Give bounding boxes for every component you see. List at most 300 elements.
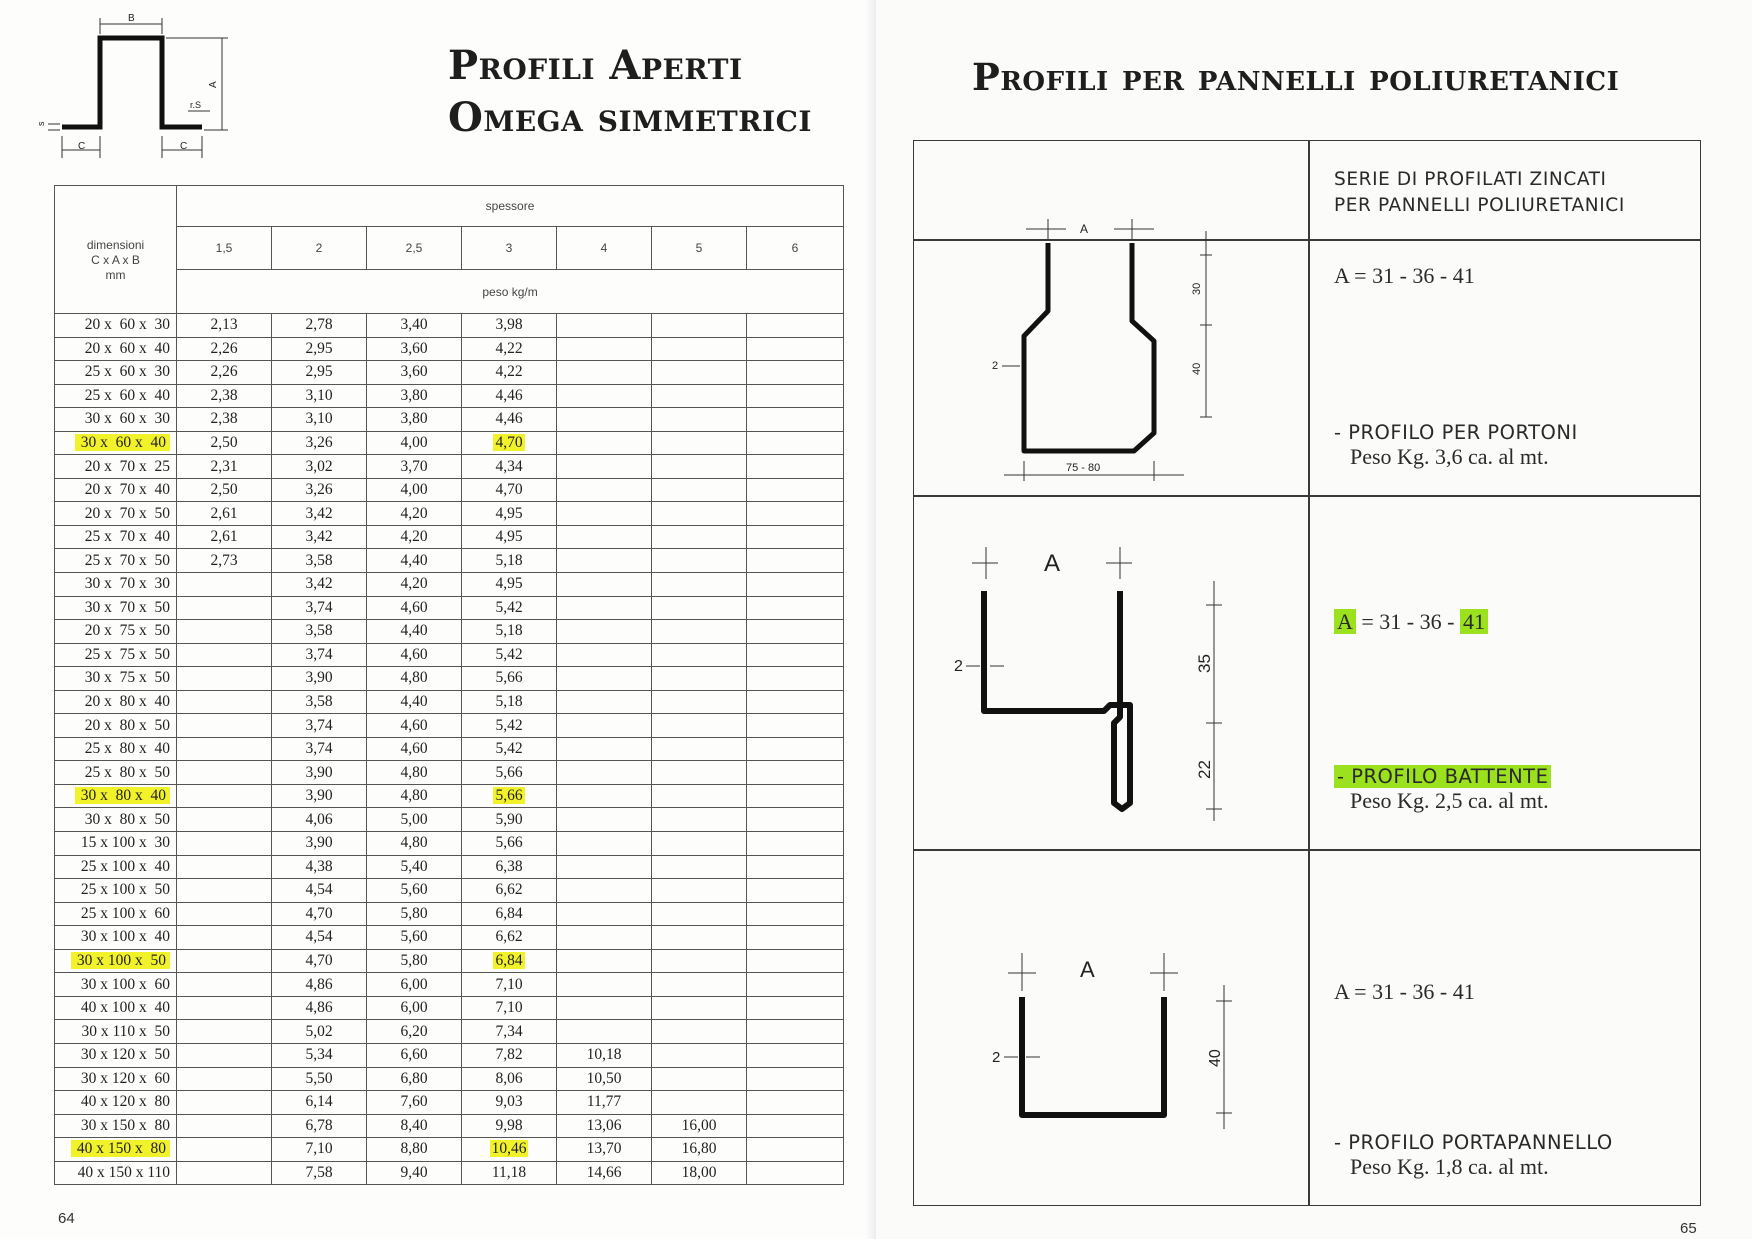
weight-cell bbox=[272, 431, 367, 455]
dimension-cell bbox=[55, 478, 177, 502]
weight-value: 6,00 bbox=[400, 975, 428, 993]
weight-value: 2,31 bbox=[210, 457, 238, 475]
weight-value: 11,77 bbox=[586, 1093, 622, 1111]
weight-cell bbox=[747, 667, 844, 691]
omega-profile-diagram bbox=[38, 8, 278, 168]
dimension-cell bbox=[55, 573, 177, 597]
weight-value: 5,80 bbox=[400, 952, 428, 970]
weight-value: 3,02 bbox=[305, 457, 333, 475]
weight-cell bbox=[652, 784, 747, 808]
table-row bbox=[55, 667, 844, 691]
weight-cell bbox=[557, 926, 652, 950]
table-row bbox=[55, 361, 844, 385]
table-row bbox=[55, 478, 844, 502]
dimension-value: 25 x 80 x 40 bbox=[84, 740, 170, 758]
weight-value: 13,06 bbox=[586, 1116, 622, 1134]
dimension-value: 30 x 70 x 30 bbox=[84, 575, 170, 593]
weight-value: 3,42 bbox=[305, 575, 333, 593]
dimension-value: 30 x 100 x 40 bbox=[80, 928, 170, 946]
dimension-value: 40 x 150 x 80 bbox=[71, 1140, 170, 1157]
weight-value: 4,40 bbox=[400, 693, 428, 711]
weight-cell bbox=[177, 1020, 272, 1044]
weight-value: 7,34 bbox=[495, 1022, 523, 1040]
weight-cell bbox=[367, 667, 462, 691]
dimension-value: 30 x 80 x 40 bbox=[75, 787, 170, 804]
dimension-value: 30 x 100 x 60 bbox=[80, 975, 170, 993]
weight-value: 4,38 bbox=[305, 857, 333, 875]
dimension-value: 40 x 150 x 110 bbox=[77, 1163, 170, 1181]
weight-value: 3,60 bbox=[400, 363, 428, 381]
weight-value: 10,50 bbox=[586, 1069, 622, 1087]
weight-value: 6,00 bbox=[400, 999, 428, 1017]
weight-cell bbox=[272, 949, 367, 973]
weight-value: 2,50 bbox=[210, 434, 238, 451]
weight-value: 3,60 bbox=[400, 339, 428, 357]
dimension-cell bbox=[55, 761, 177, 785]
weight-cell bbox=[652, 643, 747, 667]
dimension-cell bbox=[55, 949, 177, 973]
table-row bbox=[55, 549, 844, 573]
weight-cell bbox=[557, 737, 652, 761]
weight-value: 5,60 bbox=[400, 928, 428, 946]
weight-cell bbox=[367, 596, 462, 620]
profile-portoni-a-values bbox=[1334, 263, 1475, 289]
dimension-cell bbox=[55, 643, 177, 667]
weight-value: 4,46 bbox=[495, 410, 523, 428]
weight-cell bbox=[747, 620, 844, 644]
weight-cell bbox=[462, 949, 557, 973]
weight-value: 4,20 bbox=[400, 575, 428, 593]
weight-cell bbox=[557, 690, 652, 714]
weight-value: 4,80 bbox=[400, 669, 428, 687]
weight-cell bbox=[462, 408, 557, 432]
profile-battente-name: - PROFILO BATTENTE bbox=[1334, 765, 1551, 788]
dim-c-left-label: C bbox=[78, 141, 86, 152]
weight-cell bbox=[177, 596, 272, 620]
weight-cell bbox=[367, 1114, 462, 1138]
weight-cell bbox=[367, 855, 462, 879]
weight-cell bbox=[177, 926, 272, 950]
a-values: 31 - 36 - 41 bbox=[1372, 979, 1475, 1004]
weight-unit-header: peso kg/m bbox=[177, 270, 844, 314]
weight-value: 4,46 bbox=[495, 386, 523, 404]
weight-cell bbox=[272, 361, 367, 385]
weight-cell bbox=[177, 620, 272, 644]
dimension-cell bbox=[55, 549, 177, 573]
dimension-value: 30 x 100 x 50 bbox=[71, 952, 170, 969]
weight-cell bbox=[367, 690, 462, 714]
weight-cell bbox=[462, 926, 557, 950]
dim-thickness-label: 2 bbox=[954, 658, 963, 675]
weight-cell bbox=[652, 808, 747, 832]
dimension-value: 25 x 75 x 50 bbox=[84, 645, 170, 663]
weight-cell bbox=[652, 667, 747, 691]
weight-cell bbox=[367, 949, 462, 973]
weight-table bbox=[54, 185, 844, 1185]
weight-cell bbox=[367, 643, 462, 667]
weight-cell bbox=[177, 949, 272, 973]
weight-cell bbox=[272, 1067, 367, 1091]
weight-value: 3,74 bbox=[305, 645, 333, 663]
weight-value: 2,73 bbox=[210, 551, 238, 569]
a-label-highlighted: A bbox=[1334, 609, 1356, 634]
table-row bbox=[55, 784, 844, 808]
weight-value: 2,78 bbox=[305, 316, 333, 334]
weight-value: 5,18 bbox=[495, 551, 523, 569]
a-label: A = bbox=[1334, 979, 1367, 1004]
weight-value: 3,90 bbox=[305, 787, 333, 805]
weight-cell bbox=[747, 643, 844, 667]
table-row bbox=[55, 714, 844, 738]
weight-value: 4,40 bbox=[400, 622, 428, 640]
weight-cell bbox=[557, 1091, 652, 1115]
table-row bbox=[55, 314, 844, 338]
weight-cell bbox=[272, 761, 367, 785]
profile-portapannello-name: - PROFILO PORTAPANNELLO bbox=[1334, 1131, 1613, 1154]
dimension-cell bbox=[55, 1161, 177, 1185]
weight-cell bbox=[462, 714, 557, 738]
weight-value: 5,90 bbox=[495, 810, 523, 828]
dimension-value: 25 x 60 x 40 bbox=[84, 386, 170, 404]
weight-value: 2,38 bbox=[210, 386, 238, 404]
weight-cell bbox=[367, 478, 462, 502]
dimension-header-line-1: dimensioni bbox=[86, 238, 145, 252]
weight-value: 4,60 bbox=[400, 598, 428, 616]
dimension-value: 25 x 70 x 40 bbox=[84, 528, 170, 546]
profile-portapannello-diagram bbox=[964, 911, 1274, 1181]
weight-value: 3,58 bbox=[305, 551, 333, 569]
weight-cell bbox=[367, 902, 462, 926]
weight-value: 4,86 bbox=[305, 999, 333, 1017]
weight-cell bbox=[747, 361, 844, 385]
dim-h2-label: 22 bbox=[1195, 760, 1214, 779]
weight-value: 5,18 bbox=[495, 693, 523, 711]
weight-cell bbox=[462, 1161, 557, 1185]
weight-value: 4,20 bbox=[400, 504, 428, 522]
weight-cell bbox=[462, 549, 557, 573]
left-page-title bbox=[448, 40, 848, 144]
weight-value: 2,38 bbox=[210, 410, 238, 428]
dimension-cell bbox=[55, 502, 177, 526]
weight-cell bbox=[462, 620, 557, 644]
weight-cell bbox=[272, 1020, 367, 1044]
thickness-col-4: 3 bbox=[462, 227, 557, 270]
weight-cell bbox=[177, 1043, 272, 1067]
weight-value: 4,06 bbox=[305, 810, 333, 828]
dimension-cell bbox=[55, 667, 177, 691]
weight-cell bbox=[367, 1067, 462, 1091]
weight-cell bbox=[177, 879, 272, 903]
weight-value: 8,40 bbox=[400, 1116, 428, 1134]
weight-cell bbox=[272, 926, 367, 950]
dim-a-label: A bbox=[1080, 222, 1089, 236]
weight-value: 4,22 bbox=[495, 363, 523, 381]
weight-value: 3,40 bbox=[400, 316, 428, 334]
weight-value: 4,54 bbox=[305, 881, 333, 899]
table-row bbox=[55, 902, 844, 926]
weight-value: 5,34 bbox=[305, 1046, 333, 1064]
weight-cell bbox=[462, 667, 557, 691]
weight-value: 6,14 bbox=[305, 1093, 333, 1111]
weight-cell bbox=[177, 455, 272, 479]
table-row bbox=[55, 808, 844, 832]
weight-cell bbox=[747, 596, 844, 620]
dimension-value: 20 x 75 x 50 bbox=[84, 622, 170, 640]
weight-cell bbox=[747, 808, 844, 832]
thickness-col-3: 2,5 bbox=[367, 227, 462, 270]
weight-cell bbox=[462, 455, 557, 479]
weight-cell bbox=[177, 337, 272, 361]
weight-value: 6,62 bbox=[495, 928, 523, 946]
weight-cell bbox=[557, 1043, 652, 1067]
weight-value: 4,80 bbox=[400, 787, 428, 805]
weight-cell bbox=[272, 1091, 367, 1115]
weight-value: 16,80 bbox=[681, 1140, 717, 1158]
weight-cell bbox=[177, 902, 272, 926]
weight-cell bbox=[177, 808, 272, 832]
weight-cell bbox=[177, 973, 272, 997]
dim-h2-label: 40 bbox=[1191, 362, 1203, 375]
weight-cell bbox=[272, 384, 367, 408]
weight-cell bbox=[367, 926, 462, 950]
thickness-col-6: 5 bbox=[652, 227, 747, 270]
table-row bbox=[55, 431, 844, 455]
profile-portoni-weight: Peso Kg. 3,6 ca. al mt. bbox=[1350, 444, 1549, 469]
weight-cell bbox=[272, 667, 367, 691]
weight-cell bbox=[652, 478, 747, 502]
weight-cell bbox=[747, 714, 844, 738]
weight-value: 3,26 bbox=[305, 481, 333, 499]
weight-value: 7,60 bbox=[400, 1093, 428, 1111]
weight-value: 3,26 bbox=[305, 434, 333, 451]
weight-cell bbox=[462, 1067, 557, 1091]
weight-cell bbox=[367, 784, 462, 808]
series-title bbox=[1334, 167, 1694, 219]
weight-cell bbox=[272, 525, 367, 549]
dimension-cell bbox=[55, 714, 177, 738]
table-row bbox=[55, 1161, 844, 1185]
weight-value: 3,98 bbox=[495, 316, 523, 334]
weight-cell bbox=[652, 502, 747, 526]
table-row bbox=[55, 996, 844, 1020]
weight-cell bbox=[557, 549, 652, 573]
dimension-cell bbox=[55, 455, 177, 479]
weight-cell bbox=[557, 949, 652, 973]
page-number-right: 65 bbox=[1680, 1220, 1697, 1237]
weight-cell bbox=[462, 1020, 557, 1044]
weight-cell bbox=[272, 1114, 367, 1138]
weight-cell bbox=[367, 455, 462, 479]
weight-value: 5,66 bbox=[495, 669, 523, 687]
weight-value: 2,13 bbox=[210, 316, 238, 334]
weight-cell bbox=[747, 1091, 844, 1115]
weight-value: 7,58 bbox=[305, 1163, 333, 1181]
title-line-2: Omega simmetrici bbox=[448, 94, 812, 141]
weight-value: 5,42 bbox=[495, 740, 523, 758]
weight-cell bbox=[462, 1138, 557, 1162]
weight-cell bbox=[462, 314, 557, 338]
weight-cell bbox=[462, 502, 557, 526]
weight-cell bbox=[272, 808, 367, 832]
weight-cell bbox=[652, 761, 747, 785]
weight-cell bbox=[462, 1114, 557, 1138]
weight-cell bbox=[557, 832, 652, 856]
weight-cell bbox=[652, 926, 747, 950]
weight-value: 14,66 bbox=[586, 1163, 622, 1181]
weight-cell bbox=[367, 1161, 462, 1185]
weight-cell bbox=[557, 973, 652, 997]
weight-cell bbox=[652, 973, 747, 997]
profile-battente-diagram bbox=[944, 521, 1274, 841]
weight-value: 9,03 bbox=[495, 1093, 523, 1111]
table-row bbox=[55, 1043, 844, 1067]
dimension-value: 25 x 70 x 50 bbox=[84, 551, 170, 569]
weight-value: 5,40 bbox=[400, 857, 428, 875]
weight-cell bbox=[462, 855, 557, 879]
dimension-cell bbox=[55, 973, 177, 997]
weight-cell bbox=[652, 596, 747, 620]
dimension-value: 25 x 100 x 50 bbox=[80, 881, 170, 899]
weight-cell bbox=[177, 1067, 272, 1091]
weight-cell bbox=[747, 525, 844, 549]
weight-value: 4,70 bbox=[495, 434, 523, 451]
weight-cell bbox=[177, 855, 272, 879]
weight-cell bbox=[652, 1091, 747, 1115]
weight-value: 2,26 bbox=[210, 363, 238, 381]
weight-cell bbox=[747, 855, 844, 879]
weight-value: 13,70 bbox=[586, 1140, 622, 1158]
weight-value: 5,60 bbox=[400, 881, 428, 899]
weight-cell bbox=[462, 879, 557, 903]
weight-value: 3,58 bbox=[305, 693, 333, 711]
weight-cell bbox=[557, 502, 652, 526]
weight-value: 4,60 bbox=[400, 716, 428, 734]
weight-value: 2,61 bbox=[210, 528, 238, 546]
weight-cell bbox=[747, 337, 844, 361]
weight-cell bbox=[557, 478, 652, 502]
weight-cell bbox=[557, 1138, 652, 1162]
weight-value: 3,42 bbox=[305, 504, 333, 522]
weight-value: 6,60 bbox=[400, 1046, 428, 1064]
dimension-header-line-2: C x A x B bbox=[91, 253, 140, 267]
weight-value: 4,20 bbox=[400, 528, 428, 546]
weight-cell bbox=[272, 502, 367, 526]
weight-cell bbox=[557, 761, 652, 785]
weight-cell bbox=[177, 1091, 272, 1115]
weight-cell bbox=[557, 808, 652, 832]
weight-cell bbox=[462, 384, 557, 408]
weight-cell bbox=[557, 596, 652, 620]
weight-value: 6,84 bbox=[495, 904, 523, 922]
weight-value: 5,66 bbox=[495, 763, 523, 781]
weight-value: 4,70 bbox=[305, 904, 333, 922]
table-row bbox=[55, 1091, 844, 1115]
weight-value: 18,00 bbox=[681, 1163, 717, 1181]
page-number-left: 64 bbox=[58, 1210, 75, 1227]
weight-cell bbox=[747, 1067, 844, 1091]
dim-rs-label: r.S bbox=[190, 100, 202, 110]
weight-cell bbox=[652, 1020, 747, 1044]
weight-cell bbox=[272, 973, 367, 997]
dimension-cell bbox=[55, 361, 177, 385]
weight-cell bbox=[367, 408, 462, 432]
weight-cell bbox=[557, 384, 652, 408]
dimension-cell bbox=[55, 620, 177, 644]
table-row bbox=[55, 690, 844, 714]
weight-cell bbox=[652, 1114, 747, 1138]
weight-cell bbox=[557, 431, 652, 455]
weight-cell bbox=[652, 1161, 747, 1185]
weight-value: 9,40 bbox=[400, 1163, 428, 1181]
dim-h1-label: 30 bbox=[1191, 282, 1203, 295]
weight-cell bbox=[652, 455, 747, 479]
weight-cell bbox=[462, 761, 557, 785]
profile-battente-info bbox=[1334, 765, 1551, 814]
weight-cell bbox=[652, 620, 747, 644]
weight-cell bbox=[652, 314, 747, 338]
profile-portoni-info bbox=[1334, 421, 1578, 470]
thickness-col-7: 6 bbox=[747, 227, 844, 270]
weight-value: 10,46 bbox=[491, 1140, 527, 1158]
dimension-value: 30 x 150 x 80 bbox=[80, 1116, 170, 1134]
weight-cell bbox=[367, 996, 462, 1020]
weight-cell bbox=[177, 1114, 272, 1138]
thickness-col-2: 2 bbox=[272, 227, 367, 270]
table-row bbox=[55, 596, 844, 620]
weight-value: 3,74 bbox=[305, 598, 333, 616]
weight-value: 3,42 bbox=[305, 528, 333, 546]
weight-cell bbox=[747, 973, 844, 997]
weight-cell bbox=[272, 855, 367, 879]
weight-value: 5,42 bbox=[495, 645, 523, 663]
weight-cell bbox=[557, 667, 652, 691]
weight-cell bbox=[557, 784, 652, 808]
weight-value: 6,62 bbox=[495, 881, 523, 899]
dimension-value: 15 x 100 x 30 bbox=[80, 834, 170, 852]
weight-cell bbox=[367, 737, 462, 761]
a-values: = 31 - 36 - bbox=[1355, 609, 1460, 634]
weight-cell bbox=[272, 478, 367, 502]
weight-cell bbox=[652, 408, 747, 432]
weight-cell bbox=[177, 996, 272, 1020]
table-row bbox=[55, 573, 844, 597]
dimension-value: 30 x 70 x 50 bbox=[84, 598, 170, 616]
weight-cell bbox=[652, 549, 747, 573]
weight-cell bbox=[462, 478, 557, 502]
weight-value: 4,95 bbox=[495, 504, 523, 522]
a-value-highlighted: 41 bbox=[1460, 609, 1488, 634]
weight-cell bbox=[557, 879, 652, 903]
dim-a-label: A bbox=[1044, 550, 1061, 577]
dim-s-label: s bbox=[36, 121, 46, 126]
weight-cell bbox=[367, 832, 462, 856]
dimension-value: 25 x 100 x 40 bbox=[80, 857, 170, 875]
weight-cell bbox=[272, 714, 367, 738]
weight-cell bbox=[367, 808, 462, 832]
weight-cell bbox=[747, 455, 844, 479]
weight-cell bbox=[367, 714, 462, 738]
profile-grid bbox=[913, 140, 1701, 1206]
weight-value: 5,18 bbox=[495, 622, 523, 640]
weight-cell bbox=[652, 879, 747, 903]
weight-value: 2,26 bbox=[210, 339, 238, 357]
dimension-cell bbox=[55, 525, 177, 549]
profile-battente-a-values bbox=[1334, 609, 1488, 635]
dimension-value: 20 x 70 x 40 bbox=[84, 481, 170, 499]
table-row bbox=[55, 832, 844, 856]
weight-cell bbox=[177, 573, 272, 597]
weight-cell bbox=[557, 314, 652, 338]
